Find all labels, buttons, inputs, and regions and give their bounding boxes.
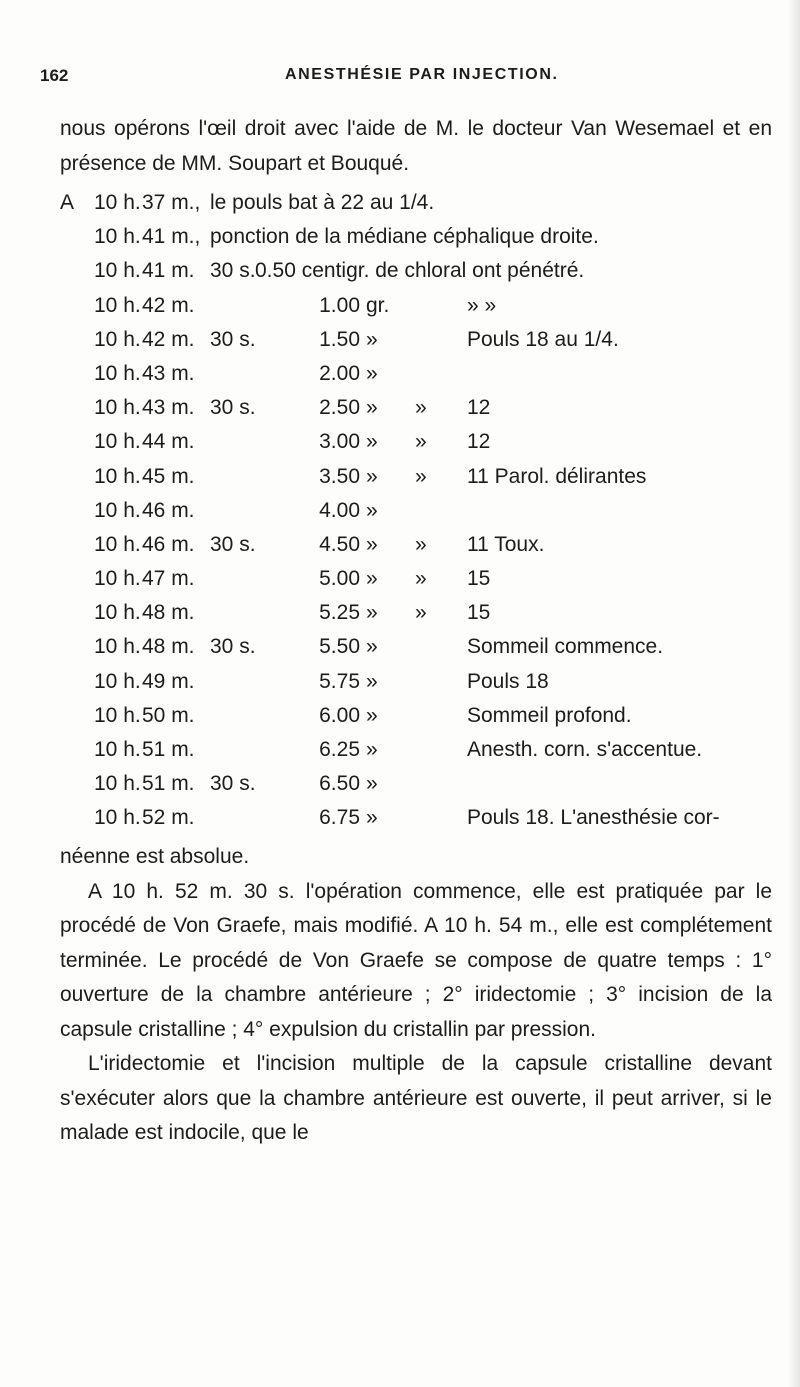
log-row	[60, 767, 790, 801]
log-row	[60, 665, 790, 699]
intro-paragraph	[60, 112, 772, 181]
log-amount: 1.50	[319, 327, 360, 351]
log-pulse: »	[415, 464, 427, 488]
log-row	[60, 289, 790, 323]
log-amount: 6.50	[319, 772, 360, 796]
log-row	[60, 494, 790, 528]
log-h: 10 h.	[94, 361, 141, 385]
log-amount: 4.50	[319, 532, 360, 556]
log-row	[60, 425, 790, 459]
log-amount: 6.75	[319, 806, 360, 830]
log-text: le pouls bat à 22 au 1/4.	[210, 191, 435, 214]
log-prefix: A	[60, 191, 75, 214]
log-note: 12	[467, 430, 491, 454]
log-m: 48 m.	[142, 635, 195, 659]
log-amount: 5.00	[319, 567, 360, 591]
log-unit: »	[366, 567, 378, 591]
log-amount: 2.00	[319, 361, 360, 385]
log-m: 41 m.,	[142, 225, 201, 249]
log-m: 43 m.	[142, 361, 195, 385]
log-m: 50 m.	[142, 703, 195, 727]
log-m: 49 m.	[142, 669, 195, 693]
log-h: 10 h.	[94, 703, 141, 727]
log-h: 10 h.	[94, 635, 141, 659]
log-h: 10 h.	[94, 601, 141, 625]
log-row	[60, 186, 790, 220]
log-row	[60, 630, 790, 664]
log-amount: 1.00	[319, 293, 360, 317]
log-text: ponction de la médiane céphalique droite.	[210, 225, 599, 249]
log-amount: 5.75	[319, 669, 360, 693]
log-m: 46 m.	[142, 532, 195, 556]
log-m: 52 m.	[142, 806, 195, 830]
log-unit: »	[366, 738, 378, 761]
log-unit: »	[366, 498, 378, 522]
log-h: 10 h.	[94, 464, 141, 488]
log-unit: »	[366, 806, 378, 830]
log-amount: 6.00	[319, 703, 360, 727]
log-unit: »	[366, 532, 378, 556]
log-h: 10 h.	[94, 396, 141, 420]
log-s: 30 s.	[210, 327, 256, 351]
log-m: 42 m.	[142, 327, 195, 351]
log-amount: 2.50	[319, 396, 360, 420]
log-unit: »	[366, 396, 378, 420]
log-unit: »	[366, 601, 378, 625]
log-s: 30 s.	[210, 532, 256, 556]
log-h: 10 h.	[94, 738, 141, 761]
log-amount: 4.00	[319, 498, 360, 522]
log-m: 48 m.	[142, 601, 195, 625]
log-pulse: »	[415, 532, 427, 556]
log-note: 15	[467, 601, 491, 625]
log-row	[60, 254, 790, 288]
intro-text: nous opérons l'œil droit avec l'aide de M. le docteur Van Wesemael et en présence de MM. Soupart et Bouqué.	[60, 117, 772, 175]
log-h: 10 h.	[94, 225, 141, 249]
log-m: 41 m.	[142, 259, 195, 283]
log-m: 46 m.	[142, 498, 195, 522]
log-s: 30 s.	[210, 259, 256, 283]
log-row	[60, 801, 790, 835]
log-pulse: »	[415, 567, 427, 591]
log-row	[60, 391, 790, 425]
log-unit: »	[366, 327, 378, 351]
log-pulse: »	[415, 430, 427, 454]
log-unit: »	[366, 703, 378, 727]
log-unit: »	[366, 430, 378, 454]
log-amount: 3.50	[319, 464, 360, 488]
log-row	[60, 596, 790, 630]
log-amount: 6.25	[319, 738, 360, 761]
conclusion-line: néenne est absolue.	[60, 845, 250, 868]
log-note: Pouls 18. L'anesthésie cor-	[467, 806, 720, 830]
page-number: 162	[40, 66, 69, 85]
log-unit: gr.	[366, 293, 390, 317]
page-header	[0, 66, 800, 90]
log-row	[60, 733, 790, 767]
log-note: » »	[467, 293, 497, 317]
log-text: 0.50 centigr. de chloral ont pénétré.	[255, 259, 585, 283]
log-amount: 5.50	[319, 635, 360, 659]
log-note: 12	[467, 396, 491, 420]
log-row	[60, 460, 790, 494]
log-unit: »	[366, 464, 378, 488]
log-row	[60, 699, 790, 733]
log-m: 44 m.	[142, 430, 195, 454]
log-m: 37 m.,	[142, 191, 201, 214]
log-unit: »	[366, 635, 378, 659]
log-note: Anesth. corn. s'accentue.	[467, 738, 703, 761]
log-m: 45 m.	[142, 464, 195, 488]
log-note: 15	[467, 567, 491, 591]
log-unit: »	[366, 669, 378, 693]
log-note: 11 Toux.	[467, 532, 545, 556]
log-h: 10 h.	[94, 430, 141, 454]
log-row	[60, 528, 790, 562]
log-h: 10 h.	[94, 259, 141, 283]
log-unit: »	[366, 361, 378, 385]
log-h: 10 h.	[94, 806, 141, 830]
log-note: Sommeil commence.	[467, 635, 664, 659]
log-amount: 3.00	[319, 430, 360, 454]
paragraph-operation: A 10 h. 52 m. 30 s. l'opération commence, elle est pratiquée par le procédé de Von Graefe, mais modifié. A 10 h. 54 m., elle est complétement terminée. Le procédé de Von Graefe se compose de quatre temps : 1° ouverture de la chambre antérieure ; 2° iridectomie ; 3° incision de la capsule cristalline ; 4° expulsion du cristallin par pression.	[60, 879, 772, 1041]
paragraph-iridectomy: L'iridectomie et l'incision multiple de la capsule cristalline devant s'exécuter alors que la chambre antérieure est ouverte, il peut arriver, si le malade est indocile, que le	[60, 1052, 772, 1144]
log-note: Pouls 18	[467, 669, 549, 693]
log-s: 30 s.	[210, 396, 256, 420]
timing-log	[60, 186, 790, 836]
log-pulse: »	[415, 601, 427, 625]
running-title: ANESTHÉSIE PAR INJECTION.	[285, 66, 559, 83]
log-row	[60, 323, 790, 357]
log-note: 11 Parol. délirantes	[467, 464, 647, 488]
log-h: 10 h.	[94, 498, 141, 522]
log-amount: 5.25	[319, 601, 360, 625]
log-m: 47 m.	[142, 567, 195, 591]
log-h: 10 h.	[94, 532, 141, 556]
log-m: 51 m.	[142, 772, 195, 796]
log-s: 30 s.	[210, 635, 256, 659]
log-row	[60, 562, 790, 596]
log-m: 43 m.	[142, 396, 195, 420]
log-pulse: »	[415, 396, 427, 420]
log-h: 10 h.	[94, 327, 141, 351]
log-h: 10 h.	[94, 567, 141, 591]
log-h: 10 h.	[94, 293, 141, 317]
log-row	[60, 357, 790, 391]
log-row	[60, 220, 790, 254]
log-h: 10 h.	[94, 772, 141, 796]
log-note: Sommeil profond.	[467, 703, 632, 727]
log-note: Pouls 18 au 1/4.	[467, 327, 619, 351]
log-m: 42 m.	[142, 293, 195, 317]
log-s: 30 s.	[210, 772, 256, 796]
log-m: 51 m.	[142, 738, 195, 761]
log-h: 10 h.	[94, 191, 141, 214]
log-h: 10 h.	[94, 669, 141, 693]
body-text	[60, 840, 772, 1151]
log-unit: »	[366, 772, 378, 796]
